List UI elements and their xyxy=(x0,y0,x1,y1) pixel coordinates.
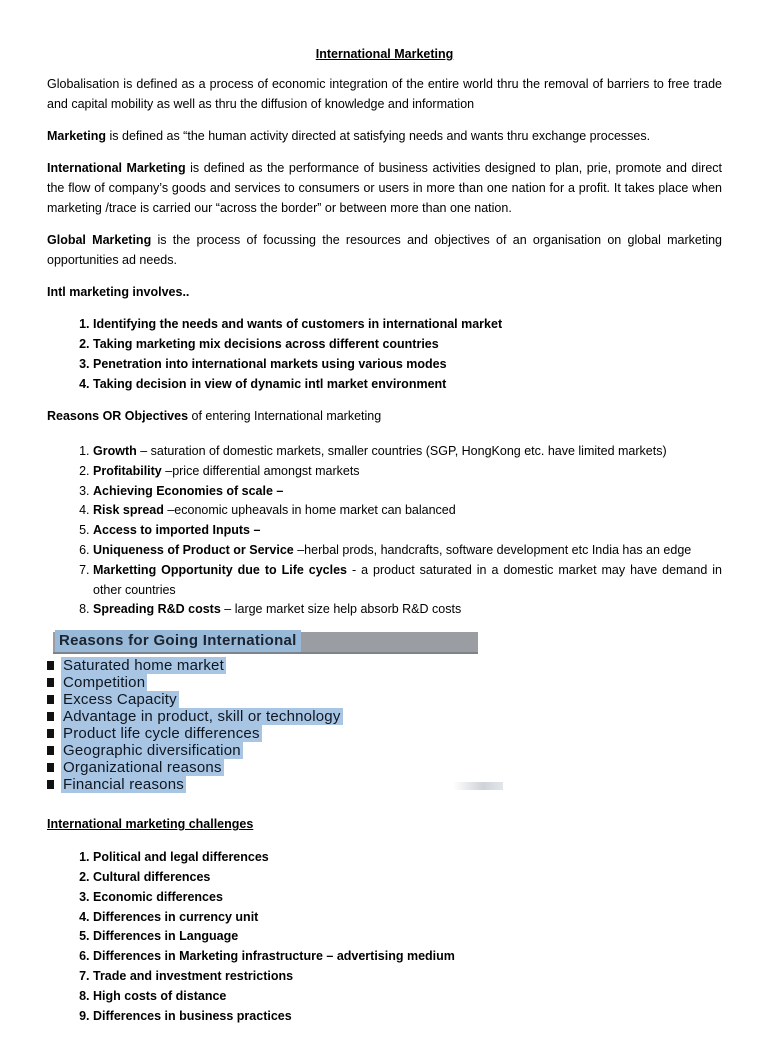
reason-term: Achieving Economies of scale – xyxy=(93,483,284,498)
square-bullet-icon xyxy=(47,746,54,755)
reasons-heading-rest: of entering International marketing xyxy=(188,409,382,423)
reason-text: –herbal prods, handcrafts, software development etc India has an edge xyxy=(293,542,692,557)
list-item xyxy=(93,482,722,502)
image-scan-artifact xyxy=(453,782,503,790)
intl-marketing-definition-paragraph xyxy=(47,158,722,218)
square-bullet-icon xyxy=(47,678,54,687)
image-bullet-text: Advantage in product, skill or technology xyxy=(63,708,341,726)
square-bullet-icon xyxy=(47,695,54,704)
square-bullet-icon xyxy=(47,661,54,670)
list-item xyxy=(93,462,722,482)
square-bullet-icon xyxy=(47,780,54,789)
list-item: 1. Identifying the needs and wants of customers in international market xyxy=(93,314,722,334)
list-item xyxy=(93,521,722,541)
reason-text: – saturation of domestic markets, smaller countries (SGP, HongKong etc. have limited markets) xyxy=(136,444,667,458)
globalisation-paragraph: Globalisation is defined as a process of economic integration of the entire world thru the removal of barriers to free trade and capital mobility as well as thru the diffusion of knowledge and information xyxy=(47,77,722,111)
square-bullet-icon xyxy=(47,712,54,721)
reasons-heading-bold: Reasons OR Objectives xyxy=(47,409,189,423)
reason-term: Spreading R&D costs xyxy=(93,602,221,617)
list-item xyxy=(93,541,722,561)
list-item: 2. Cultural differences xyxy=(93,868,722,888)
document-title: International Marketing xyxy=(315,47,454,61)
global-marketing-term: Global Marketing xyxy=(47,233,152,247)
image-bullet-text: Organizational reasons xyxy=(63,759,222,777)
reasons-heading xyxy=(47,406,722,426)
list-item xyxy=(93,561,722,601)
reasons-list xyxy=(47,442,722,620)
image-bullet-text: Financial reasons xyxy=(63,776,184,794)
square-bullet-icon xyxy=(47,729,54,738)
image-header-bar xyxy=(53,632,478,654)
reasons-for-going-international-image xyxy=(45,632,505,800)
involves-heading: Intl marketing involves.. xyxy=(47,285,190,299)
list-item: 3. Economic differences xyxy=(93,888,722,908)
reason-term: Access to imported Inputs – xyxy=(93,523,261,538)
list-item: 2. Taking marketing mix decisions across different countries xyxy=(93,334,722,354)
square-bullet-icon xyxy=(47,763,54,772)
list-item: 1. Political and legal differences xyxy=(93,848,722,868)
list-item: 4. Taking decision in view of dynamic intl market environment xyxy=(93,374,722,394)
global-marketing-definition-text: is the process of focussing the resources and objectives of an organisation on global marketing opportunities ad needs. xyxy=(47,233,723,267)
reason-term: Growth xyxy=(93,444,137,458)
challenges-list xyxy=(47,848,722,1026)
list-item: 4. Differences in currency unit xyxy=(93,908,722,928)
list-item xyxy=(93,442,722,462)
list-item: 8. High costs of distance xyxy=(93,987,722,1007)
reason-text: – large market size help absorb R&D costs xyxy=(220,602,462,617)
image-bullet-text: Geographic diversification xyxy=(63,742,241,760)
reason-term: Marketting Opportunity due to Life cycles xyxy=(93,562,348,577)
image-bullet-text: Product life cycle differences xyxy=(63,725,260,743)
reason-text: –economic upheavals in home market can balanced xyxy=(163,503,456,518)
involves-list xyxy=(47,314,722,394)
image-bullet-text: Saturated home market xyxy=(63,657,224,675)
reason-text: –price differential amongst markets xyxy=(161,463,360,478)
list-item: 5. Differences in Language xyxy=(93,927,722,947)
reason-term: Risk spread xyxy=(93,503,164,518)
image-bullet-text: Competition xyxy=(63,674,146,692)
intl-marketing-term: International Marketing xyxy=(47,161,186,175)
intl-marketing-definition-text: is defined as the performance of business activities designed to plan, prie, promote and direct the flow of company’s goods and services to consumers or users in more than one nation for a profit. It takes place when marketing /trace is carried our “across the border” or between more than one nation. xyxy=(47,161,722,215)
list-item: 7. Trade and investment restrictions xyxy=(93,967,722,987)
list-item: 6. Differences in Marketing infrastructure – advertising medium xyxy=(93,947,722,967)
marketing-definition-text: is defined as “the human activity directed at satisfying needs and wants thru exchange processes. xyxy=(106,129,651,143)
marketing-term: Marketing xyxy=(47,129,107,143)
list-item: 3. Penetration into international markets using various modes xyxy=(93,354,722,374)
reason-term: Uniqueness of Product or Service xyxy=(93,542,294,557)
challenges-heading: International marketing challenges xyxy=(47,817,254,832)
list-item: 9. Differences in business practices xyxy=(93,1007,722,1027)
global-marketing-definition-paragraph xyxy=(47,230,722,270)
document-content xyxy=(47,44,722,1038)
list-item xyxy=(93,600,722,620)
image-header-text: Reasons for Going International xyxy=(55,630,301,652)
image-bullet-text: Excess Capacity xyxy=(63,691,177,709)
reason-text: - a product saturated in a domestic market may have demand in other countries xyxy=(93,562,723,597)
reason-term: Profitability xyxy=(93,463,162,478)
list-item xyxy=(93,501,722,521)
marketing-definition-paragraph xyxy=(47,126,722,146)
